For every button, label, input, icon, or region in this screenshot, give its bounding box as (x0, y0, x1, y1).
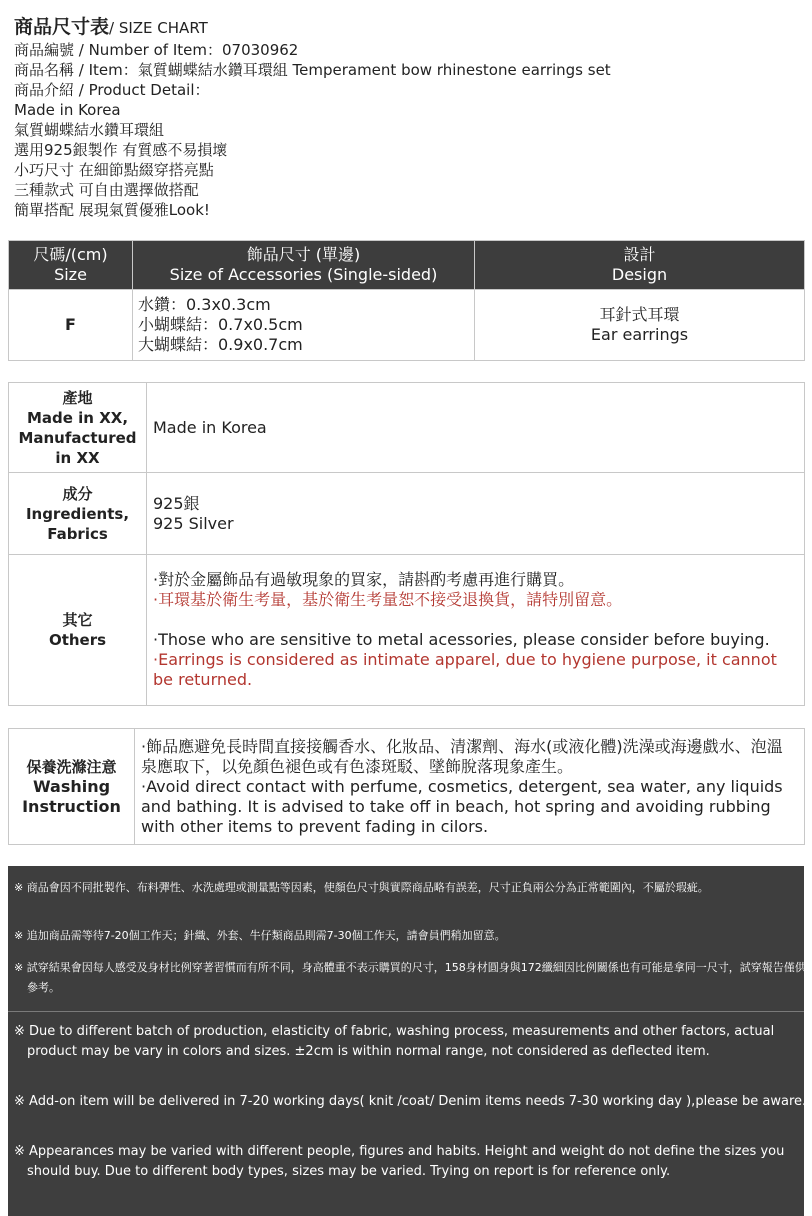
page-title (14, 14, 804, 40)
origin-value: Made in Korea (147, 383, 805, 473)
product-detail-label: 商品介紹 / Product Detail： (14, 81, 210, 99)
header-size-en: Size (54, 265, 87, 284)
design-zh: 耳針式耳環 (599, 305, 680, 324)
allergy-note-en: ·Those who are sensitive to metal acessories, please consider before buying. (153, 630, 770, 649)
design-value (475, 290, 805, 361)
header-accessory-size (133, 241, 475, 290)
ingredients-value-zh: 925銀 (153, 493, 200, 513)
note-en-fitting: ※ Appearances may be varied with different people, figures and habits. Height and weight do not define the sizes you should buy. Due to different body types, sizes may be varied. Trying on report is for reference only. (14, 1144, 785, 1179)
table-row (9, 290, 805, 361)
ingredients-value-en: 925 Silver (153, 513, 234, 533)
accessory-sizes (133, 290, 475, 361)
washing-text-en: ·Avoid direct contact with perfume, cosmetics, detergent, sea water, any liquids and bathing. It is advised to take off in beach, hot spring and avoiding rubbing with other items to prevent fading in cilors. (141, 776, 783, 836)
washing-label-en: Washing Instruction (22, 776, 121, 816)
size-value: F (9, 290, 133, 361)
note-zh-measurement: ※ 商品會因不同批製作、布料彈性、水洗處理或測量點等因素，使顏色尺寸與實際商品略有誤差，尺寸正負兩公分為正常範圍內，不屬於瑕疵。 (14, 881, 709, 894)
allergy-note-zh: ·對於金屬飾品有過敏現象的買家，請斟酌考慮再進行購買。 (153, 570, 575, 589)
header-accessory-size-zh: 飾品尺寸 (單邊) (246, 245, 361, 264)
detail-line: 簡單搭配 展現氣質優雅Look! (14, 201, 210, 219)
others-label-en: Others (48, 631, 107, 649)
washing-label-zh: 保養洗滌注意 (26, 757, 117, 776)
table-row (9, 473, 805, 555)
ingredients-label-zh: 成分 (62, 484, 93, 503)
item-name: 商品名稱 / Item：氣質蝴蝶結水鑽耳環組 Temperament bow rhinestone earrings set (14, 61, 611, 79)
detail-line: 氣質蝴蝶結水鑽耳環組 (14, 121, 165, 139)
title-zh: 商品尺寸表 (14, 16, 110, 38)
note-zh-fitting: ※ 試穿結果會因每人感受及身材比例穿著習慣而有所不同，身高體重不表示購買的尺寸，158身材圓身與172纖細因比例關係也有可能是拿同一尺寸，試穿報告僅供參考。 (14, 961, 806, 994)
detail-line: 三種款式 可自由選擇做搭配 (14, 181, 199, 199)
notes-panel (8, 866, 807, 1216)
header-design-zh: 設計 (623, 245, 656, 264)
size-large-bow: 大蝴蝶結：0.9x0.7cm (138, 335, 303, 354)
others-label-zh: 其它 (62, 611, 93, 629)
item-number: 商品編號 / Number of Item：07030962 (14, 41, 299, 59)
origin-label-en: Made in XX, Manufactured in XX (18, 408, 137, 467)
return-policy-en: ·Earrings is considered as intimate apparel, due to hygiene purpose, it cannot be returned. (153, 650, 777, 689)
header-design (475, 241, 805, 290)
origin-label-zh: 產地 (62, 388, 93, 407)
note-en-measurement: ※ Due to different batch of production, elasticity of fabric, washing process, measurements and other factors, actual product may be vary in colors and sizes. ±2cm is within normal range, not considered as deflected item. (14, 1024, 775, 1059)
table-row (9, 729, 805, 845)
others-label (9, 555, 147, 706)
table-row (9, 383, 805, 473)
others-value (147, 555, 805, 706)
notes-divider (8, 1011, 804, 1012)
size-small-bow: 小蝴蝶結：0.7x0.5cm (138, 315, 303, 334)
title-en: / SIZE CHART (109, 19, 208, 37)
design-en: Ear earrings (590, 325, 689, 344)
header-size-zh: 尺碼/(cm) (33, 245, 108, 264)
ingredients-value (147, 473, 805, 555)
ingredients-label-en: Ingredients, Fabrics (25, 504, 130, 543)
size-table (8, 240, 805, 361)
detail-line: Made in Korea (14, 101, 121, 119)
detail-line: 選用925銀製作 有質感不易損壞 (14, 141, 228, 159)
table-row (9, 555, 805, 706)
header-design-en: Design (611, 265, 668, 284)
detail-line: 小巧尺寸 在細節點綴穿搭亮點 (14, 161, 214, 179)
header-size (9, 241, 133, 290)
washing-value (135, 729, 805, 845)
note-en-delivery: ※ Add-on item will be delivered in 7-20 working days( knit /coat/ Denim items needs 7-30 working day ),please be aware. (14, 1094, 807, 1109)
return-policy-zh: ·耳環基於衛生考量，基於衛生考量恕不接受退換貨，請特別留意。 (153, 590, 623, 609)
ingredients-label (9, 473, 147, 555)
note-zh-delivery: ※ 追加商品需等待7-20個工作天；針織、外套、牛仔類商品則需7-30個工作天，請會員們稍加留意。 (14, 929, 506, 942)
size-rhinestone: 水鑽：0.3x0.3cm (138, 295, 271, 314)
washing-table (8, 728, 805, 845)
washing-text-zh: ·飾品應避免長時間直接接觸香水、化妝品、清潔劑、海水(或液化體)洗澡或海邊戲水、泡溫泉應取下，以免顏色褪色或有色漆斑駁、墜飾脫落現象產生。 (141, 736, 783, 776)
origin-label (9, 383, 147, 473)
origin-table (8, 382, 805, 706)
washing-label (9, 729, 135, 845)
size-table-header-row (9, 241, 805, 290)
product-header (14, 14, 804, 220)
header-accessory-size-en: Size of Accessories (Single-sided) (169, 265, 438, 284)
